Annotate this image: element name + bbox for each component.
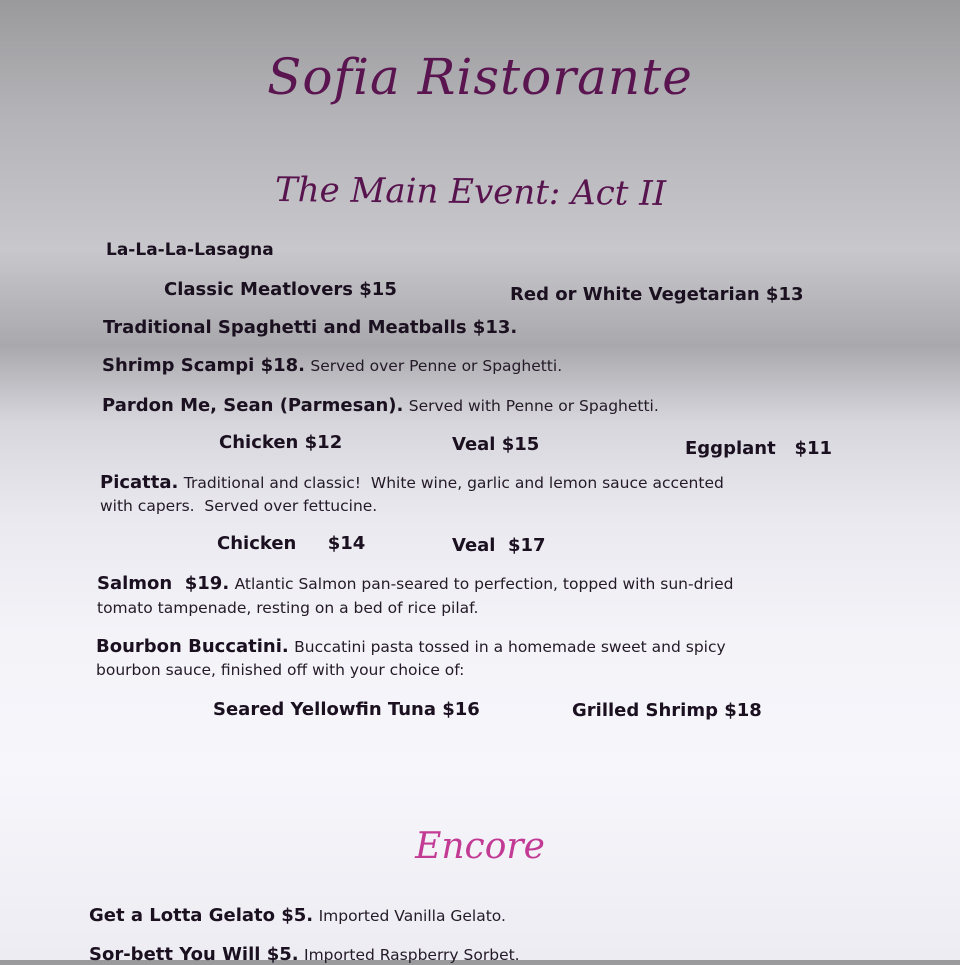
item-scampi bbox=[102, 355, 562, 376]
item-picatta-desc-line1: Traditional and classic! White wine, garlic and lemon sauce accented bbox=[183, 474, 724, 492]
section-title-encore: Encore bbox=[415, 826, 545, 867]
item-salmon-name: Salmon $19. bbox=[97, 573, 230, 594]
item-lasagna-option-meatlovers: Classic Meatlovers $15 bbox=[164, 279, 397, 300]
item-scampi-name: Shrimp Scampi $18. bbox=[102, 355, 306, 376]
item-parmesan-option-veal: Veal $15 bbox=[452, 434, 540, 455]
item-picatta-name: Picatta. bbox=[100, 472, 179, 493]
item-parmesan-option-chicken: Chicken $12 bbox=[219, 432, 343, 453]
dessert-gelato bbox=[89, 905, 506, 926]
item-bourbon-option-tuna: Seared Yellowfin Tuna $16 bbox=[213, 699, 480, 720]
section-title-main-event: The Main Event: Act II bbox=[274, 169, 667, 215]
item-picatta bbox=[100, 472, 724, 493]
dessert-sorbet-desc: Imported Raspberry Sorbet. bbox=[304, 946, 520, 964]
item-bourbon-option-shrimp: Grilled Shrimp $18 bbox=[572, 700, 762, 721]
dessert-sorbet-name: Sor-bett You Will $5. bbox=[89, 944, 299, 965]
item-lasagna-option-vegetarian: Red or White Vegetarian $13 bbox=[510, 284, 804, 305]
item-spaghetti-name: Traditional Spaghetti and Meatballs $13. bbox=[103, 317, 518, 338]
item-bourbon-desc-line1: Buccatini pasta tossed in a homemade sweet and spicy bbox=[294, 638, 726, 656]
dessert-gelato-desc: Imported Vanilla Gelato. bbox=[318, 907, 506, 925]
item-parmesan bbox=[102, 395, 659, 416]
item-bourbon-name: Bourbon Buccatini. bbox=[96, 636, 289, 657]
item-salmon bbox=[97, 573, 733, 594]
item-parmesan-desc: Served with Penne or Spaghetti. bbox=[408, 397, 659, 415]
dessert-sorbet bbox=[89, 944, 520, 965]
restaurant-title: Sofia Ristorante bbox=[267, 48, 693, 106]
item-parmesan-name: Pardon Me, Sean (Parmesan). bbox=[102, 395, 404, 416]
item-salmon-desc-line2: tomato tampenade, resting on a bed of rice pilaf. bbox=[97, 599, 479, 617]
dessert-gelato-name: Get a Lotta Gelato $5. bbox=[89, 905, 314, 926]
item-picatta-desc-line2: with capers. Served over fettucine. bbox=[100, 497, 378, 515]
item-lasagna-name: La-La-La-Lasagna bbox=[106, 240, 274, 260]
item-bourbon bbox=[96, 636, 726, 657]
item-bourbon-desc-line2: bourbon sauce, finished off with your choice of: bbox=[96, 661, 465, 679]
item-scampi-desc: Served over Penne or Spaghetti. bbox=[310, 357, 563, 375]
item-picatta-option-veal: Veal $17 bbox=[452, 535, 546, 556]
item-salmon-desc-line1: Atlantic Salmon pan-seared to perfection, topped with sun-dried bbox=[234, 575, 734, 593]
item-parmesan-option-eggplant: Eggplant $11 bbox=[685, 438, 833, 459]
item-picatta-option-chicken: Chicken $14 bbox=[217, 533, 366, 554]
